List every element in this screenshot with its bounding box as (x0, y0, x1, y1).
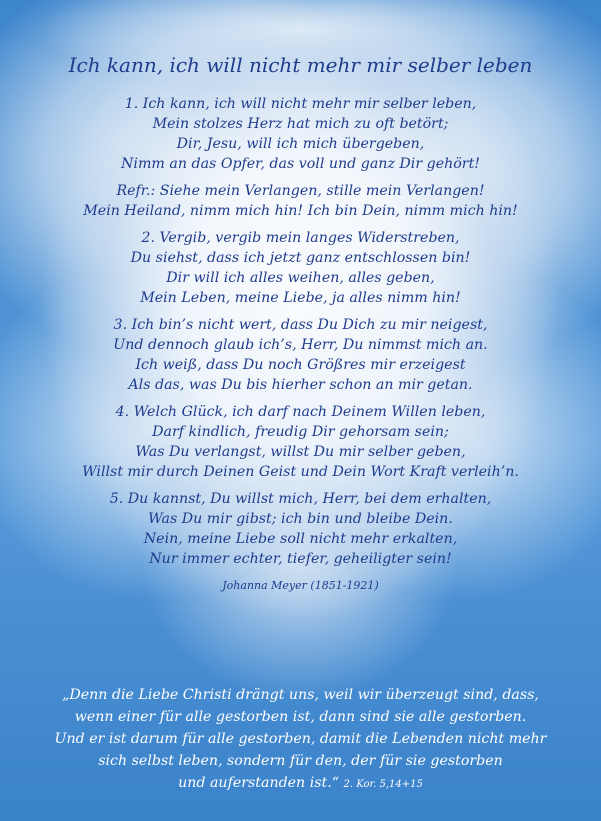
stanza-line: Ich weiß, dass Du noch Größres mir erzeigest (135, 357, 466, 373)
stanza-5 (0, 489, 601, 569)
stanza-line: Du siehst, dass ich jetzt ganz entschlossen bin! (130, 250, 471, 266)
stanza-line: Nur immer echter, tiefer, geheiligter sein! (149, 551, 452, 567)
stanza-line: Nimm an das Opfer, das voll und ganz Dir gehört! (121, 156, 480, 172)
stanza-line: Was Du mir gibst; ich bin und bleibe Dein. (148, 511, 453, 527)
stanza-line: 2. Vergib, vergib mein langes Widerstreben, (141, 230, 460, 246)
song-title: Ich kann, ich will nicht mehr mir selber leben (68, 53, 533, 77)
stanza-line: Was Du verlangst, willst Du mir selber geben, (135, 444, 466, 460)
stanza-3 (0, 315, 601, 395)
stanza-line: Mein stolzes Herz hat mich zu oft betört; (152, 116, 449, 132)
refrain-line: Refr.: Siehe mein Verlangen, stille mein Verlangen! (116, 183, 485, 199)
verse-line: sich selbst leben, sondern für den, der für sie gestorben (98, 753, 503, 769)
author-credit: Johanna Meyer (1851-1921) (222, 579, 379, 592)
poem-body (0, 94, 601, 596)
stanza-line: 3. Ich bin’s nicht wert, dass Du Dich zu mir neigest, (113, 317, 488, 333)
stanza-line: Dir, Jesu, will ich mich übergeben, (176, 136, 425, 152)
stanza-line: 1. Ich kann, ich will nicht mehr mir selber leben, (124, 96, 477, 112)
stanza-line: Und dennoch glaub ich’s, Herr, Du nimmst mich an. (113, 337, 488, 353)
refrain-line: Mein Heiland, nimm mich hin! Ich bin Dein, nimm mich hin! (83, 203, 518, 219)
stanza-line: Dir will ich alles weihen, alles geben, (166, 270, 435, 286)
stanza-2 (0, 228, 601, 308)
stanza-4 (0, 402, 601, 482)
stanza-line: 5. Du kannst, Du willst mich, Herr, bei dem erhalten, (109, 491, 492, 507)
verse-line-last (0, 772, 601, 796)
verse-line: „Denn die Liebe Christi drängt uns, weil wir überzeugt sind, dass, (62, 687, 539, 703)
verse-line: und auferstanden ist.“ (178, 775, 339, 791)
bible-verse (0, 684, 601, 796)
stanza-line: Als das, was Du bis hierher schon an mir getan. (128, 377, 473, 393)
stanza-line: Nein, meine Liebe soll nicht mehr erkalten, (143, 531, 458, 547)
stanza-1 (0, 94, 601, 174)
stanza-line: Willst mir durch Deinen Geist und Dein Wort Kraft verleih’n. (82, 464, 519, 480)
refrain (0, 181, 601, 221)
stanza-line: Mein Leben, meine Liebe, ja alles nimm hin! (140, 290, 461, 306)
verse-line: wenn einer für alle gestorben ist, dann sind sie alle gestorben. (74, 709, 527, 725)
stanza-line: Darf kindlich, freudig Dir gehorsam sein; (152, 424, 449, 440)
verse-reference: 2. Kor. 5,14+15 (343, 779, 423, 790)
verse-line: Und er ist darum für alle gestorben, damit die Lebenden nicht mehr (54, 731, 547, 747)
stanza-line: 4. Welch Glück, ich darf nach Deinem Willen leben, (115, 404, 486, 420)
